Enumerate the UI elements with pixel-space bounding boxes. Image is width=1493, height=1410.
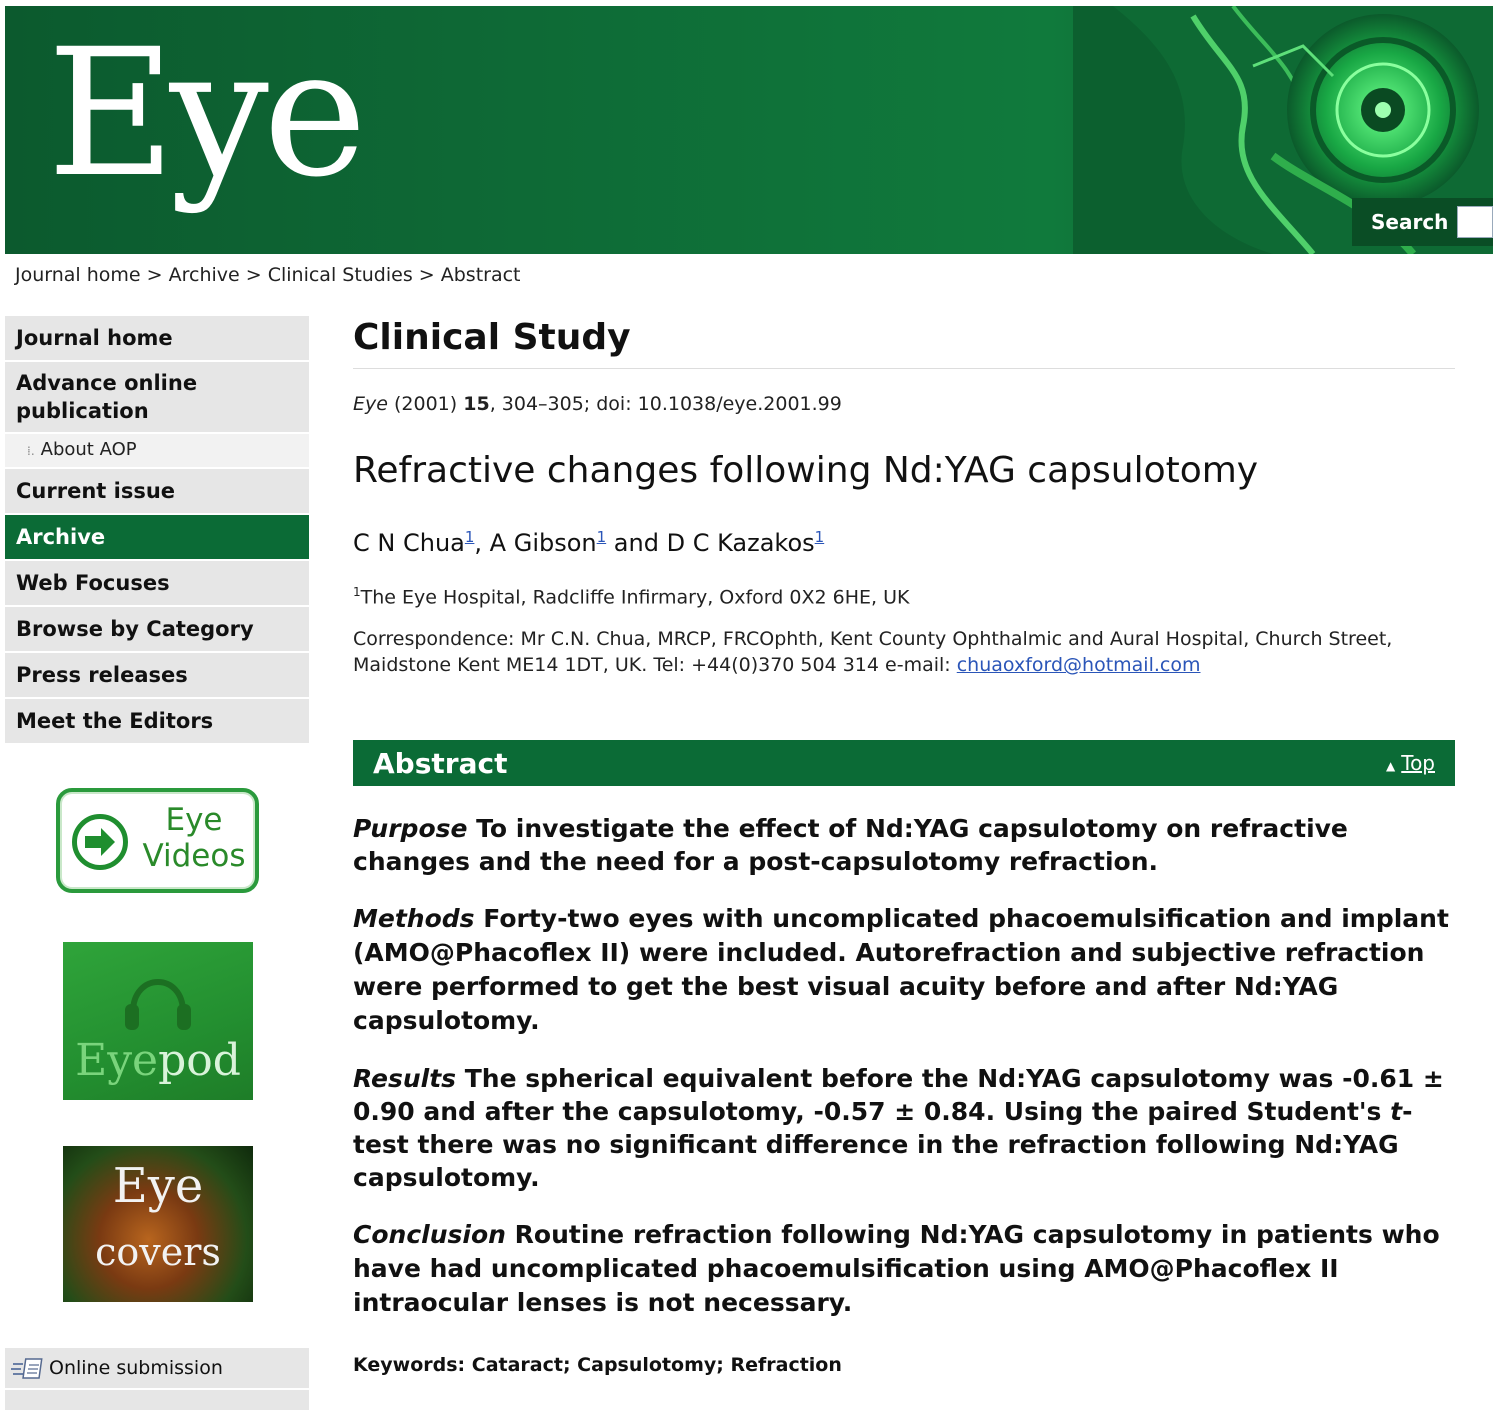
- nav-item-archive[interactable]: Archive: [5, 515, 309, 561]
- citation-line: [353, 393, 1455, 415]
- play-arrow-icon: [72, 814, 128, 870]
- header-banner: [5, 6, 1493, 254]
- abstract-methods: [353, 902, 1455, 1038]
- author-separator: and: [606, 529, 667, 557]
- nav-item-journal-home[interactable]: Journal home: [5, 316, 309, 362]
- nav-subitem-label: About AOP: [40, 439, 137, 460]
- eyepod-label: [63, 1035, 253, 1086]
- citation-volume: 15: [463, 393, 490, 415]
- eye-covers-banner[interactable]: [63, 1146, 253, 1302]
- nav-item-web-focuses[interactable]: Web Focuses: [5, 561, 309, 607]
- email-link[interactable]: chuaoxford@hotmail.com: [956, 654, 1201, 677]
- nav-item-press-releases[interactable]: Press releases: [5, 653, 309, 699]
- author-name: C N Chua: [353, 529, 465, 557]
- purpose-text: To investigate the effect of Nd:YAG capsulotomy on refractive changes and the need for a post-capsulotomy refraction.: [353, 814, 1348, 877]
- citation-year: (2001): [394, 393, 458, 415]
- article-title: Refractive changes following Nd:YAG capsulotomy: [353, 450, 1259, 491]
- top-link[interactable]: Top: [1401, 751, 1435, 776]
- search-label: Search: [1371, 210, 1449, 234]
- results-text-a: The spherical equivalent before the Nd:YAG capsulotomy was -0.61 ± 0.90 and after the capsulotomy, -0.57 ± 0.84. Using the paired Student's: [353, 1064, 1444, 1127]
- abstract-heading: Abstract: [373, 746, 508, 780]
- eye-covers-label-line2: covers: [95, 1230, 221, 1274]
- eyepod-banner[interactable]: [63, 942, 253, 1100]
- eye-covers-label-line1: Eye: [112, 1158, 204, 1214]
- results-t: t: [1390, 1097, 1403, 1127]
- affiliation-marker: 1: [353, 585, 361, 599]
- eyepod-label-pod: pod: [158, 1035, 241, 1086]
- conclusion-label: Conclusion: [353, 1220, 506, 1250]
- author-list: [353, 523, 1455, 557]
- up-arrow-icon: ▲: [1386, 759, 1396, 774]
- online-submission-link[interactable]: [5, 1348, 309, 1388]
- tree-connector-icon: ⁞.: [27, 444, 35, 458]
- online-submission-label: Online submission: [49, 1357, 223, 1379]
- abstract-header-bar: [353, 740, 1455, 786]
- search-box: [1352, 198, 1493, 246]
- eye-videos-label: Eye Videos: [142, 802, 246, 874]
- abstract-purpose: [353, 812, 1455, 878]
- eye-videos-banner[interactable]: [56, 788, 259, 893]
- correspondence: [353, 626, 1413, 678]
- conclusion-text: Routine refraction following Nd:YAG capsulotomy in patients who have had uncomplicated phacoemulsification using AMO@Phacoflex II intraocular lenses is not necessary.: [353, 1220, 1440, 1318]
- author-name: A Gibson: [489, 529, 597, 557]
- online-submission-icon: [11, 1357, 45, 1379]
- affiliation-text: The Eye Hospital, Radcliffe Infirmary, Oxford 0X2 6HE, UK: [360, 586, 910, 609]
- affiliation: [353, 585, 1455, 608]
- section-title: Clinical Study: [353, 316, 1455, 369]
- nav-item-current-issue[interactable]: Current issue: [5, 469, 309, 515]
- abstract-results: [353, 1062, 1455, 1194]
- search-input[interactable]: [1457, 206, 1493, 238]
- correspondence-text: Correspondence: Mr C.N. Chua, MRCP, FRCOphth, Kent County Ophthalmic and Aural Hospital, Church Street, Maidstone Kent ME14 1DT, UK. Tel: +44(0)370 504 314 e-mail:: [353, 628, 1393, 677]
- nav-item-browse-by-category[interactable]: Browse by Category: [5, 607, 309, 653]
- headphones-icon: [63, 942, 253, 1042]
- nav-subitem-about-aop[interactable]: [5, 434, 309, 469]
- nav-item-meet-the-editors[interactable]: Meet the Editors: [5, 699, 309, 745]
- article-main: [353, 316, 1455, 1376]
- sidebar-nav: [5, 316, 309, 745]
- citation-pages-doi: , 304–305; doi: 10.1038/eye.2001.99: [489, 393, 842, 415]
- top-link-wrap[interactable]: [1386, 751, 1435, 775]
- citation-journal: Eye: [353, 393, 388, 415]
- methods-text: Forty-two eyes with uncomplicated phacoemulsification and implant (AMO@Phacoflex II) were included. Autorefraction and subjective refraction were performed to get the best visual acuity before and after Nd:YAG capsulotomy.: [353, 904, 1449, 1036]
- affiliation-ref-link[interactable]: 1: [464, 528, 475, 546]
- affiliation-ref-link[interactable]: 1: [814, 528, 825, 546]
- purpose-label: Purpose: [353, 814, 468, 844]
- keywords: Keywords: Cataract; Capsulotomy; Refraction: [353, 1354, 842, 1377]
- abstract-conclusion: [353, 1218, 1455, 1320]
- affiliation-ref-link[interactable]: 1: [596, 528, 607, 546]
- author-separator: ,: [474, 529, 490, 557]
- eyepod-label-eye: Eye: [75, 1035, 159, 1086]
- author-name: D C Kazakos: [666, 529, 815, 557]
- results-label: Results: [353, 1064, 457, 1094]
- results-text-b: -test there was no significant difference in the refraction following Nd:YAG capsulotomy.: [353, 1097, 1413, 1193]
- sidebar-next-item-cutoff: [5, 1390, 309, 1410]
- nav-item-advance-online-publication[interactable]: Advance online publication: [5, 362, 309, 434]
- methods-label: Methods: [353, 904, 475, 934]
- journal-logo[interactable]: Eye: [47, 11, 362, 216]
- breadcrumb[interactable]: Journal home > Archive > Clinical Studies > Abstract: [15, 264, 521, 286]
